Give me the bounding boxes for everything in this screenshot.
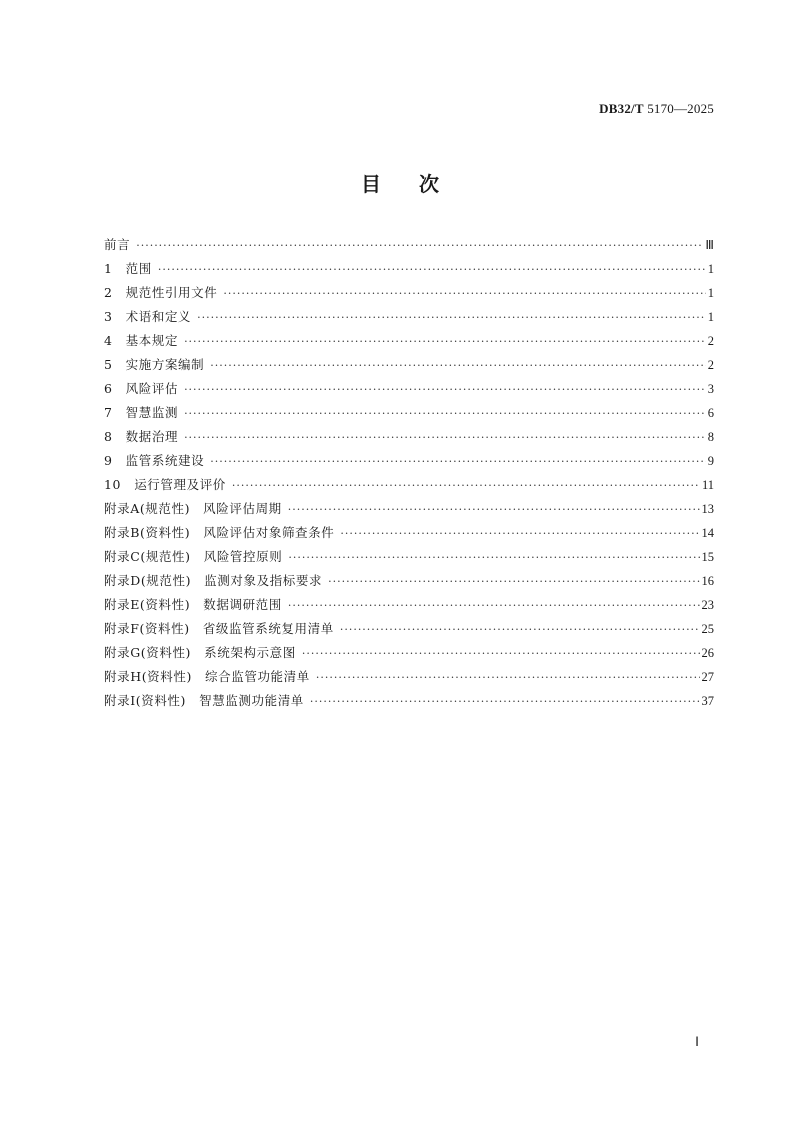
toc-dot-leader	[210, 450, 705, 474]
toc-entry[interactable]	[104, 569, 714, 593]
toc-entry-label: 附录H(资料性) 综合监管功能清单	[104, 669, 310, 684]
toc-entry-page: 26	[701, 646, 714, 660]
toc-entry[interactable]	[104, 545, 714, 569]
toc-entry-label: 10 运行管理及评价	[104, 477, 226, 492]
toc-dot-leader	[184, 402, 706, 426]
toc-dot-leader	[210, 354, 705, 378]
toc-entry-page: 25	[701, 622, 714, 636]
document-code-number: 5170—2025	[647, 101, 714, 116]
toc-entry-page: 27	[701, 670, 714, 684]
toc-entry-page: 1	[707, 286, 714, 300]
toc-entry-page: 8	[707, 430, 714, 444]
toc-entry[interactable]	[104, 257, 714, 281]
toc-entry-page: 13	[701, 502, 714, 516]
document-code-series: 32/T	[617, 101, 644, 116]
toc-entry-page: 1	[707, 262, 714, 276]
toc-entry-label: 7 智慧监测	[104, 405, 179, 420]
toc-entry-label: 8 数据治理	[104, 429, 179, 444]
toc-entry-label: 附录I(资料性) 智慧监测功能清单	[104, 693, 304, 708]
toc-entry-page: 37	[701, 694, 714, 708]
toc-entry-label: 1 范围	[104, 261, 152, 276]
toc-entry[interactable]	[104, 641, 714, 665]
toc-dot-leader	[310, 690, 700, 714]
toc-dot-leader	[328, 570, 699, 594]
toc-entry-label: 附录F(资料性) 省级监管系统复用清单	[104, 621, 334, 636]
toc-entry[interactable]	[104, 449, 714, 473]
toc-entry-page: 11	[701, 478, 714, 492]
toc-dot-leader	[340, 522, 699, 546]
toc-dot-leader	[184, 330, 706, 354]
toc-entry-label: 附录D(规范性) 监测对象及指标要求	[104, 573, 323, 588]
toc-entry[interactable]	[104, 377, 714, 401]
toc-dot-leader	[136, 234, 703, 258]
toc-dot-leader	[197, 306, 706, 330]
document-code	[599, 101, 714, 117]
toc-dot-leader	[184, 378, 706, 402]
toc-entry-label: 4 基本规定	[104, 333, 179, 348]
toc-entry-label: 9 监管系统建设	[104, 453, 205, 468]
toc-entry-page: 3	[707, 382, 714, 396]
page-number: Ⅰ	[695, 1034, 699, 1049]
toc-dot-leader	[184, 426, 706, 450]
toc-entry-label: 6 风险评估	[104, 381, 179, 396]
toc-entry-label: 3 术语和定义	[104, 309, 192, 324]
toc-dot-leader	[302, 642, 700, 666]
table-of-contents	[104, 233, 714, 713]
toc-entry[interactable]	[104, 521, 714, 545]
toc-entry[interactable]	[104, 401, 714, 425]
toc-entry[interactable]	[104, 617, 714, 641]
toc-entry-page: 2	[707, 334, 714, 348]
toc-entry-page: 9	[707, 454, 714, 468]
toc-entry-label: 附录B(资料性) 风险评估对象筛查条件	[104, 525, 335, 540]
toc-dot-leader	[223, 282, 705, 306]
toc-entry[interactable]	[104, 665, 714, 689]
toc-entry-label: 2 规范性引用文件	[104, 285, 218, 300]
toc-entry[interactable]	[104, 689, 714, 713]
toc-entry-page: Ⅲ	[705, 238, 714, 252]
toc-entry[interactable]	[104, 233, 714, 257]
toc-entry-label: 附录E(资料性) 数据调研范围	[104, 597, 282, 612]
toc-entry-label: 5 实施方案编制	[104, 357, 205, 372]
toc-entry-page: 23	[701, 598, 714, 612]
toc-entry[interactable]	[104, 305, 714, 329]
toc-entry[interactable]	[104, 473, 714, 497]
toc-entry-page: 2	[707, 358, 714, 372]
toc-entry-label: 附录C(规范性) 风险管控原则	[104, 549, 283, 564]
toc-entry[interactable]	[104, 593, 714, 617]
toc-entry-label: 附录G(资料性) 系统架构示意图	[104, 645, 296, 660]
toc-dot-leader	[158, 258, 706, 282]
toc-dot-leader	[288, 594, 700, 618]
toc-entry-page: 14	[701, 526, 714, 540]
toc-dot-leader	[316, 666, 700, 690]
toc-entry[interactable]	[104, 353, 714, 377]
toc-dot-leader	[232, 474, 700, 498]
toc-entry-page: 15	[701, 550, 714, 564]
page-title: 目次	[361, 172, 477, 196]
toc-entry-page: 1	[707, 310, 714, 324]
document-code-prefix: DB	[599, 101, 618, 116]
toc-entry-label: 前言	[104, 237, 131, 252]
toc-entry-page: 6	[707, 406, 714, 420]
toc-entry-page: 16	[701, 574, 714, 588]
toc-dot-leader	[288, 546, 699, 570]
toc-entry[interactable]	[104, 497, 714, 521]
toc-entry[interactable]	[104, 281, 714, 305]
toc-entry[interactable]	[104, 329, 714, 353]
toc-dot-leader	[340, 618, 700, 642]
toc-entry[interactable]	[104, 425, 714, 449]
toc-dot-leader	[288, 498, 700, 522]
toc-entry-label: 附录A(规范性) 风险评估周期	[104, 501, 282, 516]
